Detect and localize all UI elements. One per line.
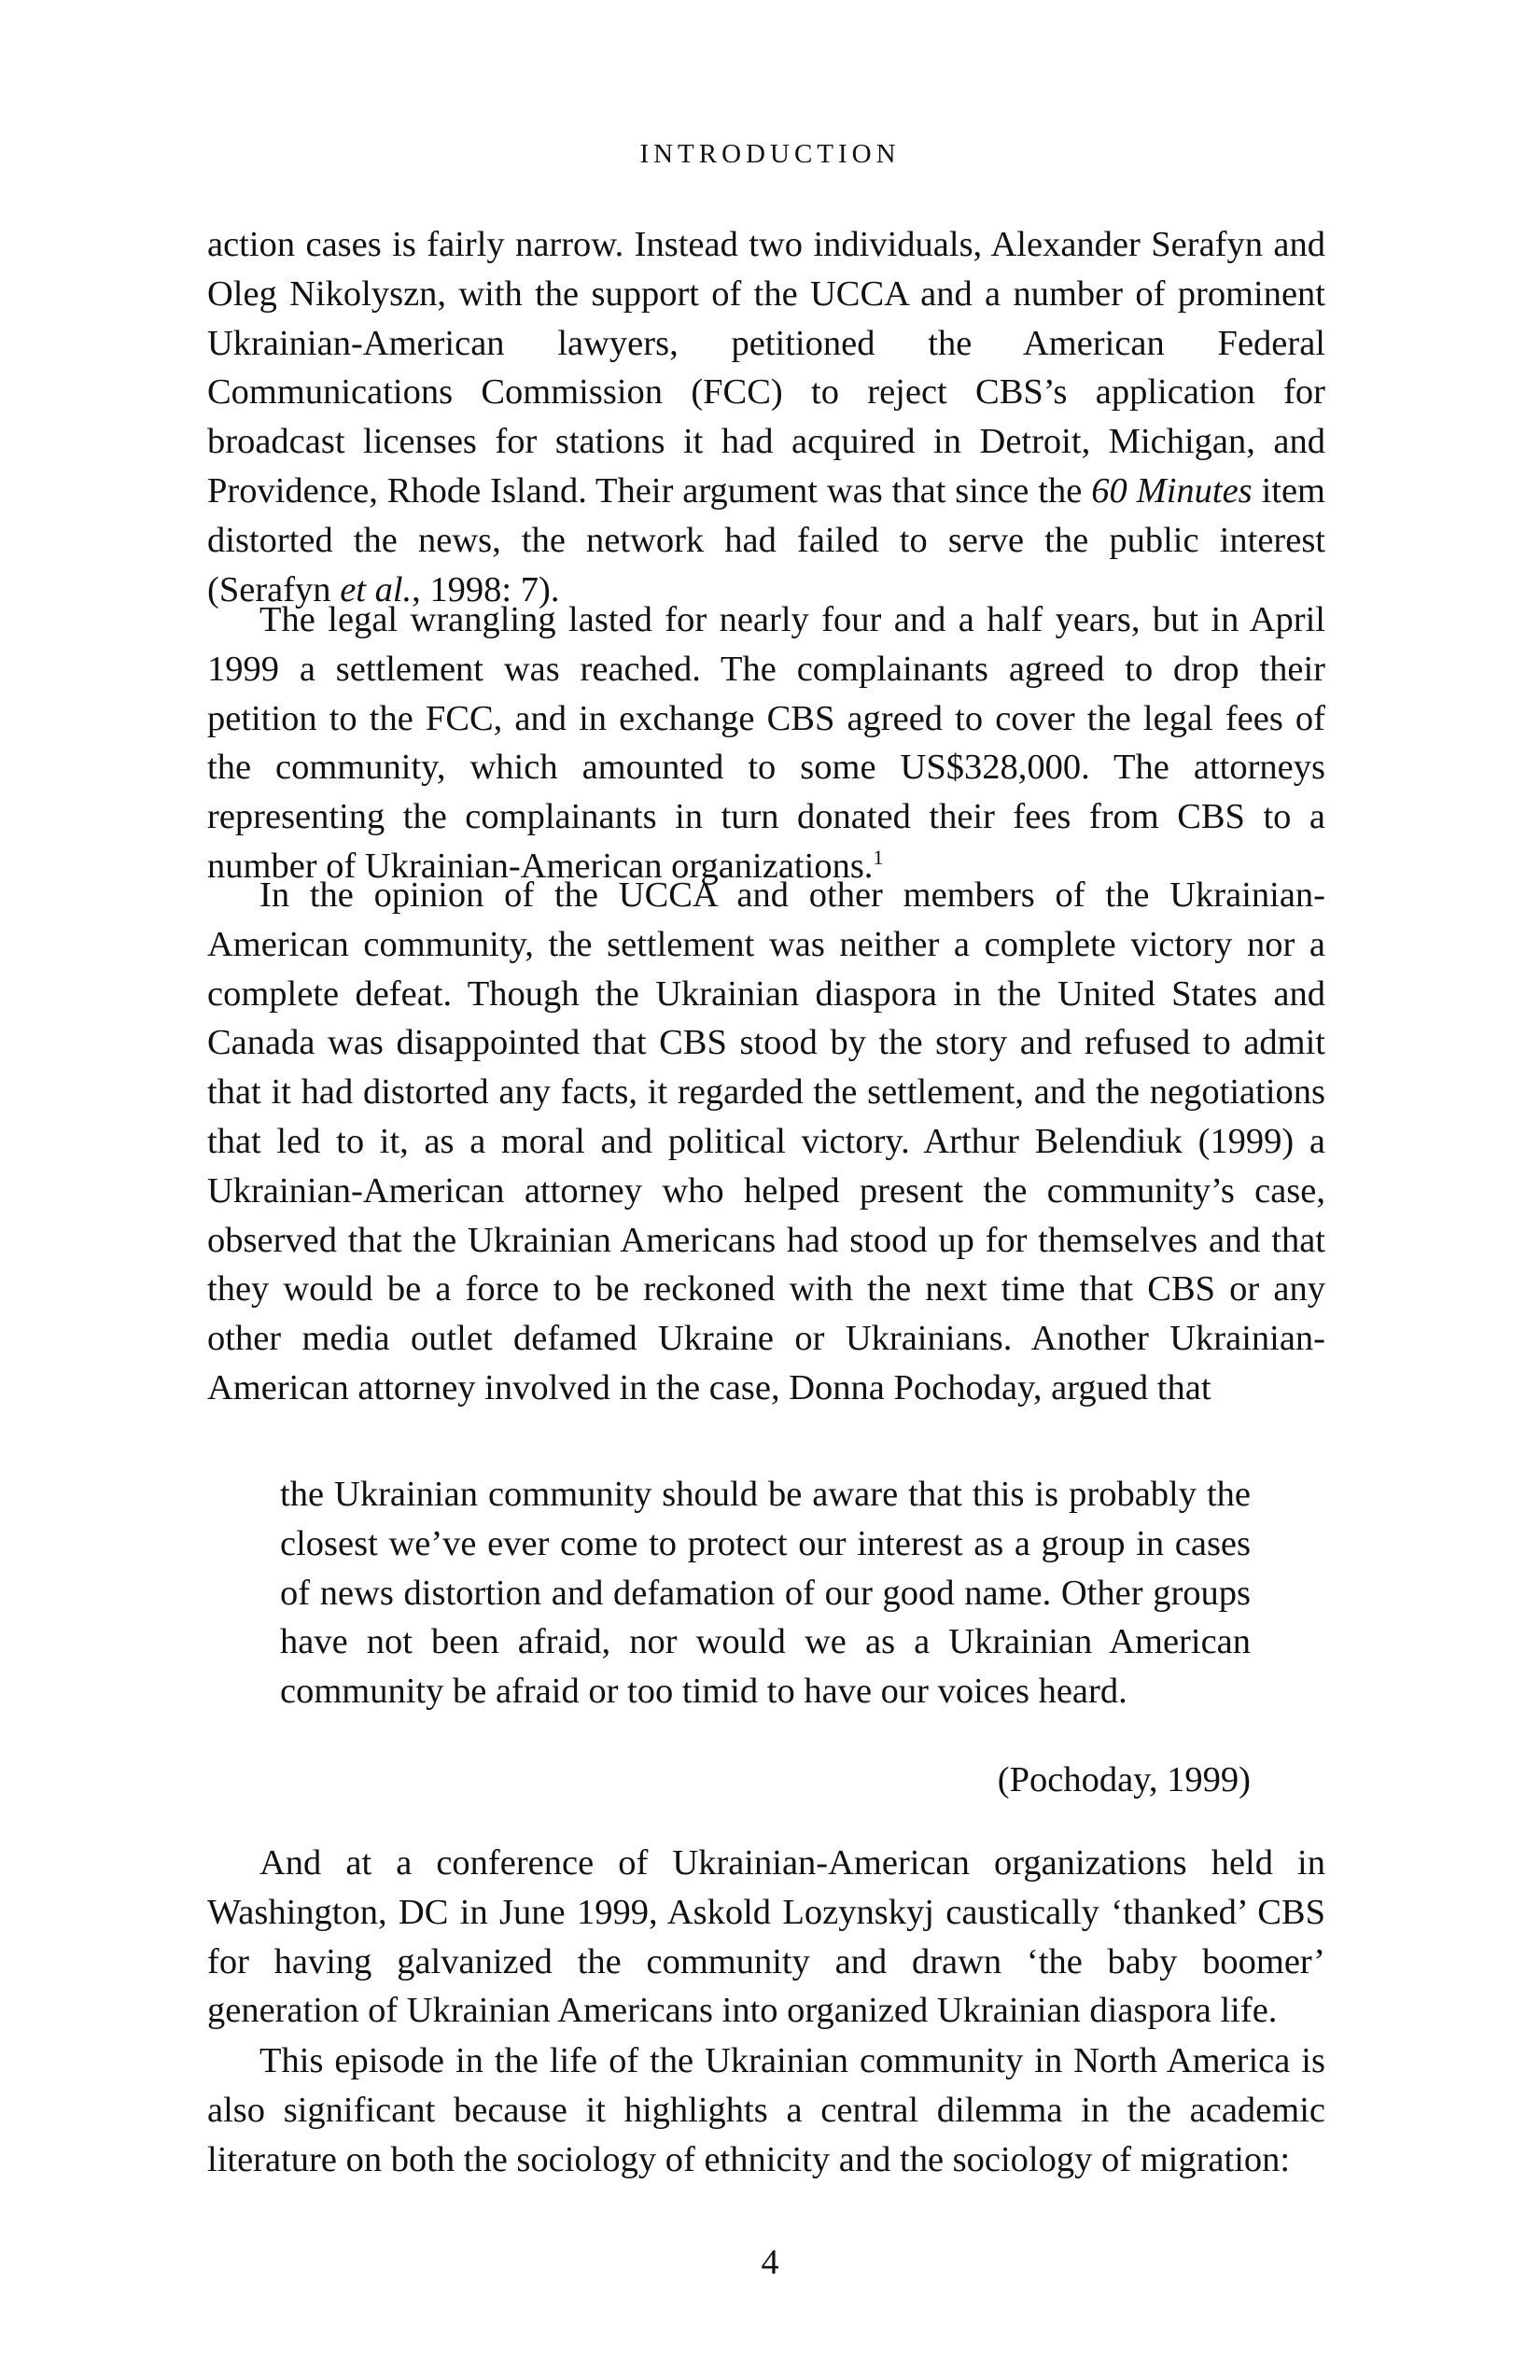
paragraph-5: This episode in the life of the Ukrainian community in North America is also significant because it highlights a central dilemma in the academic literature on both the sociology of ethnicity and the sociology of migration: (207, 2041, 1325, 2179)
paragraph-2 (207, 595, 1325, 891)
paragraph-1-text-b: item distorted the news, the network had failed to serve the public interest (Serafyn (207, 470, 1325, 609)
et-al-italic: et al. (340, 569, 413, 609)
quote-citation: (Pochoday, 1999) (997, 1760, 1251, 1799)
paragraph-1 (207, 220, 1325, 614)
paragraph-1-text-a: action cases is fairly narrow. Instead two individuals, Alexander Serafyn and Oleg Nikolyszn, with the support of the UCCA and a number of prominent Ukrainian-American lawyers, petitioned the American Federal Communications Commission (FCC) to reject CBS’s application for broadcast licenses for stations it had acquired in Detroit, Michigan, and Providence, Rhode Island. Their argument was that since the (207, 225, 1325, 511)
paragraph-4: And at a conference of Ukrainian-American organizations held in Washington, DC in June 1999, Askold Lozynskyj caustically ‘thanked’ CBS for having galvanized the community and drawn ‘the baby boomer’ generation of Ukrainian Americans into organized Ukrainian diaspora life. (207, 1843, 1325, 2031)
paragraph-1-text-c: , 1998: 7). (412, 569, 560, 609)
page-number: 4 (761, 2243, 779, 2282)
program-title-italic: 60 Minutes (1091, 470, 1253, 511)
footnote-marker: 1 (873, 846, 884, 870)
paragraph-3: In the opinion of the UCCA and other members of the Ukrainian-American community, the settlement was neither a complete victory nor a complete defeat. Though the Ukrainian diaspora in the United States and Canada was disappointed that CBS stood by the story and refused to admit that it had distorted any facts, it regarded the settlement, and the negotiations that led to it, as a moral and political victory. Arthur Belendiuk (1999) a Ukrainian-American attorney who helped present the community’s case, observed that the Ukrainian Americans had stood up for themselves and that they would be a force to be reckoned with the next time that CBS or any other media outlet defamed Ukraine or Ukrainians. Another Ukrainian-American attorney involved in the case, Donna Pochoday, argued that (207, 875, 1325, 1407)
paragraph-2-text: The legal wrangling lasted for nearly four and a half years, but in April 1999 a settlement was reached. The complainants agreed to drop their petition to the FCC, and in exchange CBS agreed to cover the legal fees of the community, which amounted to some US$328,000. The attorneys representing the complainants in turn donated their fees from CBS to a number of Ukrainian-American organizations. (207, 600, 1325, 886)
block-quote: the Ukrainian community should be aware that this is probably the closest we’ve ever come to protect our interest as a group in cases of news distortion and defamation of our good name. Other groups have not been afraid, nor would we as a Ukrainian American community be afraid or too timid to have our voices heard. (280, 1475, 1251, 1712)
running-header: INTRODUCTION (639, 139, 901, 169)
